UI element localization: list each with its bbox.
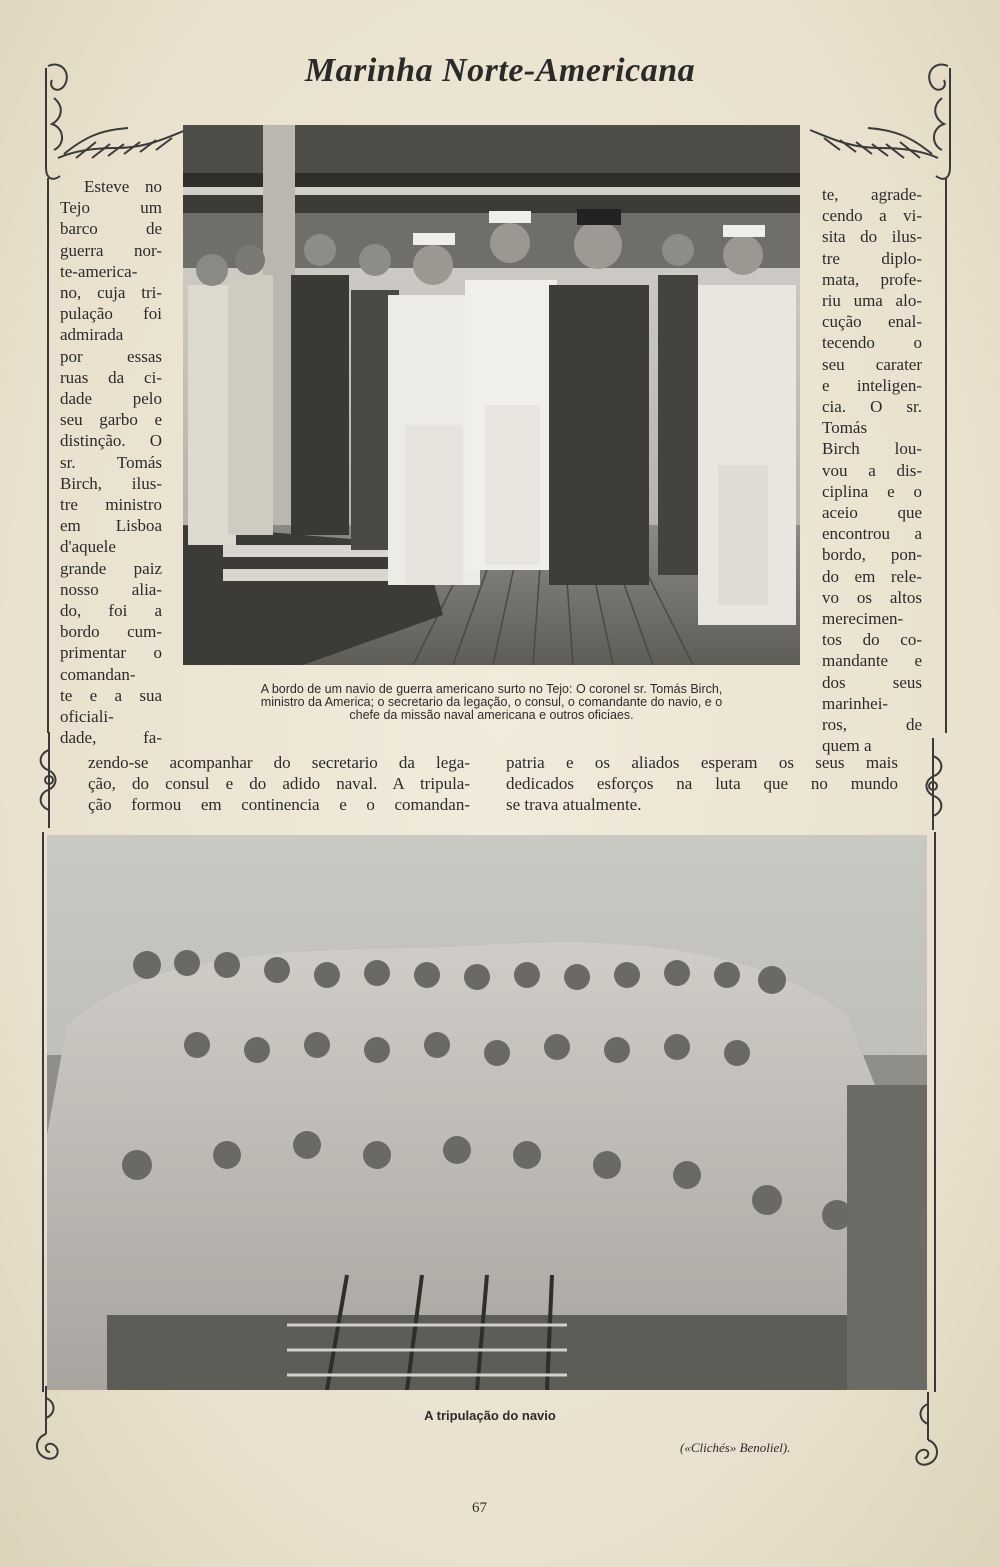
text-line: bordo, pon-	[822, 545, 922, 565]
text-line: primentar o	[60, 643, 162, 663]
text-line: merecimen-	[822, 609, 904, 629]
text-line: Tejo um	[60, 198, 162, 218]
text-line: sita do ilus-	[822, 227, 922, 247]
text-line: ciplina e o	[822, 481, 922, 501]
text-line: do, foi a	[60, 601, 162, 621]
text-line: dos seus	[822, 672, 922, 692]
text-line: Esteve no	[84, 177, 162, 196]
text-line: barco de	[60, 219, 162, 239]
text-line: te-america-	[60, 261, 138, 281]
left-border-rule	[47, 178, 49, 733]
ornament-bottom-right	[908, 1390, 942, 1472]
text-line: Birch lou-	[822, 439, 922, 459]
photo-crew-illustration	[47, 835, 927, 1390]
text-line: dade, fa-	[60, 728, 162, 748]
photo-credit: («Clichés» Benoliel).	[680, 1440, 791, 1455]
photo-officers-caption	[183, 683, 800, 722]
text-line: Birch, ilus-	[60, 473, 162, 493]
text-line: por essas	[60, 346, 162, 366]
text-line: seu garbo e	[60, 410, 162, 430]
text-line: patria e os aliados esperam os seus mais	[506, 753, 898, 772]
text-line: vou a dis-	[822, 460, 922, 480]
caption-line: A bordo de um navio de guerra americano surto no Tejo: O coronel sr. Tomás Birch,	[260, 682, 723, 696]
text-line: em Lisboa	[60, 516, 162, 536]
text-line: riu uma alo-	[822, 291, 922, 311]
text-line: no, cuja tri-	[60, 283, 162, 303]
text-line: oficiali-	[60, 707, 114, 727]
text-line: ção, do consul e do adido naval. A tripula-	[88, 774, 470, 794]
text-line: dedicados esforços na luta que no mundo	[506, 774, 898, 794]
text-line: admirada	[60, 325, 124, 345]
bottom-right-text-column	[506, 752, 898, 816]
text-line: tre diplo-	[822, 248, 922, 268]
right-border-rule-lower	[934, 832, 936, 1392]
text-line: ros, de	[822, 715, 922, 735]
right-text-column	[822, 184, 922, 756]
left-border-rule-lower	[42, 832, 44, 1392]
left-text-column	[60, 176, 162, 748]
text-line: seu carater	[822, 354, 922, 374]
photo-crew-caption: A tripulação do navio	[424, 1408, 556, 1423]
text-line: mata, profe-	[822, 269, 922, 289]
text-line: zendo-se acompanhar do secretario da lega-	[88, 753, 470, 772]
text-line: ção formou em continencia e o comandan-	[88, 795, 470, 815]
right-border-rule	[945, 178, 947, 733]
text-line: nosso alia-	[60, 579, 162, 599]
text-line: te e a sua	[60, 685, 162, 705]
photo-officers-on-deck	[183, 125, 800, 665]
text-line: encontrou a	[822, 524, 922, 544]
text-line: cução enal-	[822, 312, 922, 332]
text-line: pulação foi	[60, 304, 162, 324]
text-line: Tomás	[822, 418, 868, 438]
text-line: tre ministro	[60, 495, 162, 515]
page-title: Marinha Norte-Americana	[304, 52, 696, 89]
photo-officers-illustration	[183, 125, 800, 665]
text-line: bordo cum-	[60, 622, 162, 642]
text-line: e inteligen-	[822, 375, 922, 395]
text-line: se trava atualmente.	[506, 795, 642, 815]
text-line: te, agrade-	[822, 185, 922, 204]
ornament-mid-right	[918, 736, 948, 832]
text-line: sr. Tomás	[60, 452, 162, 472]
text-line: d'aquele	[60, 537, 116, 557]
page-number: 67	[472, 1500, 487, 1516]
text-line: cendo a vi-	[822, 206, 922, 226]
ornament-top-left	[36, 58, 196, 188]
ornament-bottom-left	[32, 1384, 66, 1466]
text-line: quem a	[822, 736, 872, 756]
text-line: cia. O sr.	[822, 397, 922, 417]
text-line: grande paiz	[60, 558, 162, 578]
text-line: distinção. O	[60, 431, 162, 451]
text-line: tos do co-	[822, 630, 922, 650]
caption-line: chefe da missão naval americana e outros oficiaes.	[349, 708, 634, 722]
text-line: dade pelo	[60, 389, 162, 409]
text-line: aceio que	[822, 503, 922, 523]
text-line: mandante e	[822, 651, 922, 671]
photo-ship-crew	[47, 835, 927, 1390]
caption-line: ministro da America; o secretario da legação, o consul, o comandante do navio, e o	[260, 695, 723, 709]
text-line: do em rele-	[822, 566, 922, 586]
text-line: marinhei-	[822, 693, 889, 713]
text-line: ruas da ci-	[60, 367, 162, 387]
text-line: comandan-	[60, 664, 136, 684]
bottom-left-text-column	[88, 752, 470, 816]
text-line: vo os altos	[822, 587, 922, 607]
text-line: guerra nor-	[60, 240, 162, 260]
ornament-top-right	[800, 58, 960, 188]
text-line: tecendo o	[822, 333, 922, 353]
